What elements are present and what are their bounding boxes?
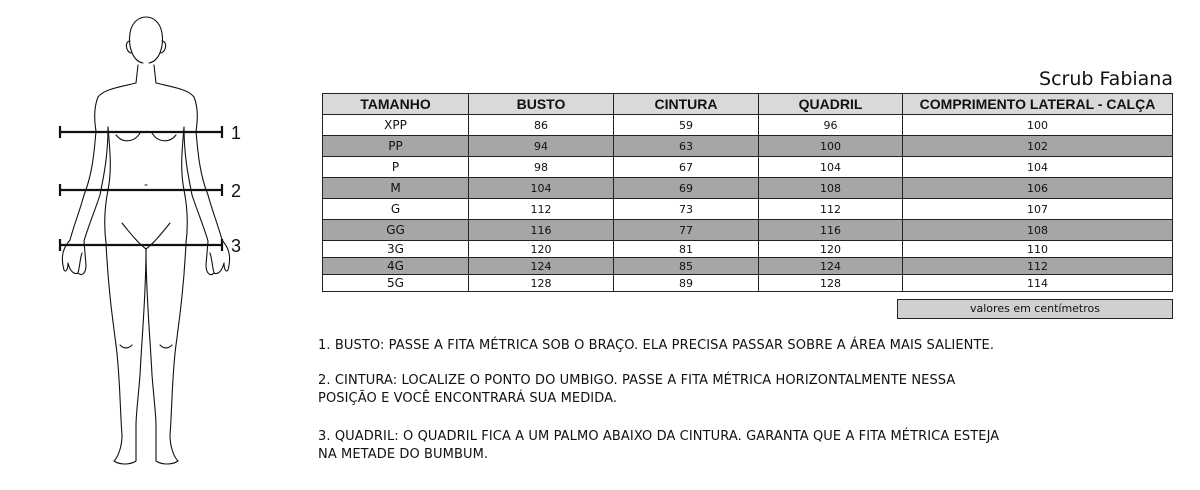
marker-label-3: 3 [231,236,242,256]
product-title: Scrub Fabiana [1039,68,1173,90]
body-outline [62,17,229,464]
measurement-line-1 [60,123,241,143]
header-quadril: QUADRIL [759,94,903,115]
cintura-cell: 89 [614,275,759,292]
size-cell: 4G [323,258,469,275]
busto-cell: 128 [469,275,614,292]
unit-note: valores em centímetros [897,299,1173,319]
quadril-cell: 128 [759,275,903,292]
instruction-busto [318,337,994,355]
comprimento-cell: 104 [903,157,1173,178]
table-row [323,115,1173,136]
marker-label-2: 2 [231,181,242,201]
body-measurement-figure [50,15,280,475]
quadril-cell: 124 [759,258,903,275]
measurement-line-2 [60,181,241,201]
comprimento-cell: 112 [903,258,1173,275]
instruction-line: 1. BUSTO: PASSE A FITA MÉTRICA SOB O BRAÇO. ELA PRECISA PASSAR SOBRE A ÁREA MAIS SALIENTE. [318,338,995,353]
cintura-cell: 73 [614,199,759,220]
marker-label-1: 1 [231,123,242,143]
size-table [322,93,1173,292]
cintura-cell: 59 [614,115,759,136]
size-cell: GG [323,220,469,241]
instruction-quadril [318,428,999,464]
size-cell: PP [323,136,469,157]
size-cell: G [323,199,469,220]
busto-cell: 120 [469,241,614,258]
cintura-cell: 81 [614,241,759,258]
table-row [323,157,1173,178]
table-row [323,178,1173,199]
comprimento-cell: 106 [903,178,1173,199]
busto-cell: 98 [469,157,614,178]
instruction-cintura [318,372,955,408]
size-cell: M [323,178,469,199]
quadril-cell: 116 [759,220,903,241]
busto-cell: 94 [469,136,614,157]
comprimento-cell: 102 [903,136,1173,157]
busto-cell: 86 [469,115,614,136]
table-header-row [323,94,1173,115]
cintura-cell: 63 [614,136,759,157]
quadril-cell: 96 [759,115,903,136]
table-row [323,275,1173,292]
instruction-line: 3. QUADRIL: O QUADRIL FICA A UM PALMO ABAIXO DA CINTURA. GARANTA QUE A FITA MÉTRICA ESTEJA [318,429,1000,444]
header-tamanho: TAMANHO [323,94,469,115]
table-row [323,199,1173,220]
cintura-cell: 85 [614,258,759,275]
header-cintura: CINTURA [614,94,759,115]
busto-cell: 124 [469,258,614,275]
quadril-cell: 100 [759,136,903,157]
table-row [323,220,1173,241]
comprimento-cell: 107 [903,199,1173,220]
size-cell: 3G [323,241,469,258]
size-cell: P [323,157,469,178]
quadril-cell: 108 [759,178,903,199]
quadril-cell: 112 [759,199,903,220]
size-cell: XPP [323,115,469,136]
busto-cell: 104 [469,178,614,199]
table-row [323,241,1173,258]
measurement-line-3 [60,236,241,256]
instruction-line: 2. CINTURA: LOCALIZE O PONTO DO UMBIGO. PASSE A FITA MÉTRICA HORIZONTALMENTE NESSA [318,373,956,388]
header-busto: BUSTO [469,94,614,115]
instruction-line: POSIÇÃO E VOCÊ ENCONTRARÁ SUA MEDIDA. [318,391,618,406]
busto-cell: 112 [469,199,614,220]
instruction-line: NA METADE DO BUMBUM. [318,447,489,462]
comprimento-cell: 100 [903,115,1173,136]
comprimento-cell: 108 [903,220,1173,241]
comprimento-cell: 114 [903,275,1173,292]
cintura-cell: 67 [614,157,759,178]
size-cell: 5G [323,275,469,292]
quadril-cell: 104 [759,157,903,178]
comprimento-cell: 110 [903,241,1173,258]
table-row [323,136,1173,157]
quadril-cell: 120 [759,241,903,258]
cintura-cell: 69 [614,178,759,199]
cintura-cell: 77 [614,220,759,241]
busto-cell: 116 [469,220,614,241]
table-row [323,258,1173,275]
header-comprimento: COMPRIMENTO LATERAL - CALÇA [903,94,1173,115]
